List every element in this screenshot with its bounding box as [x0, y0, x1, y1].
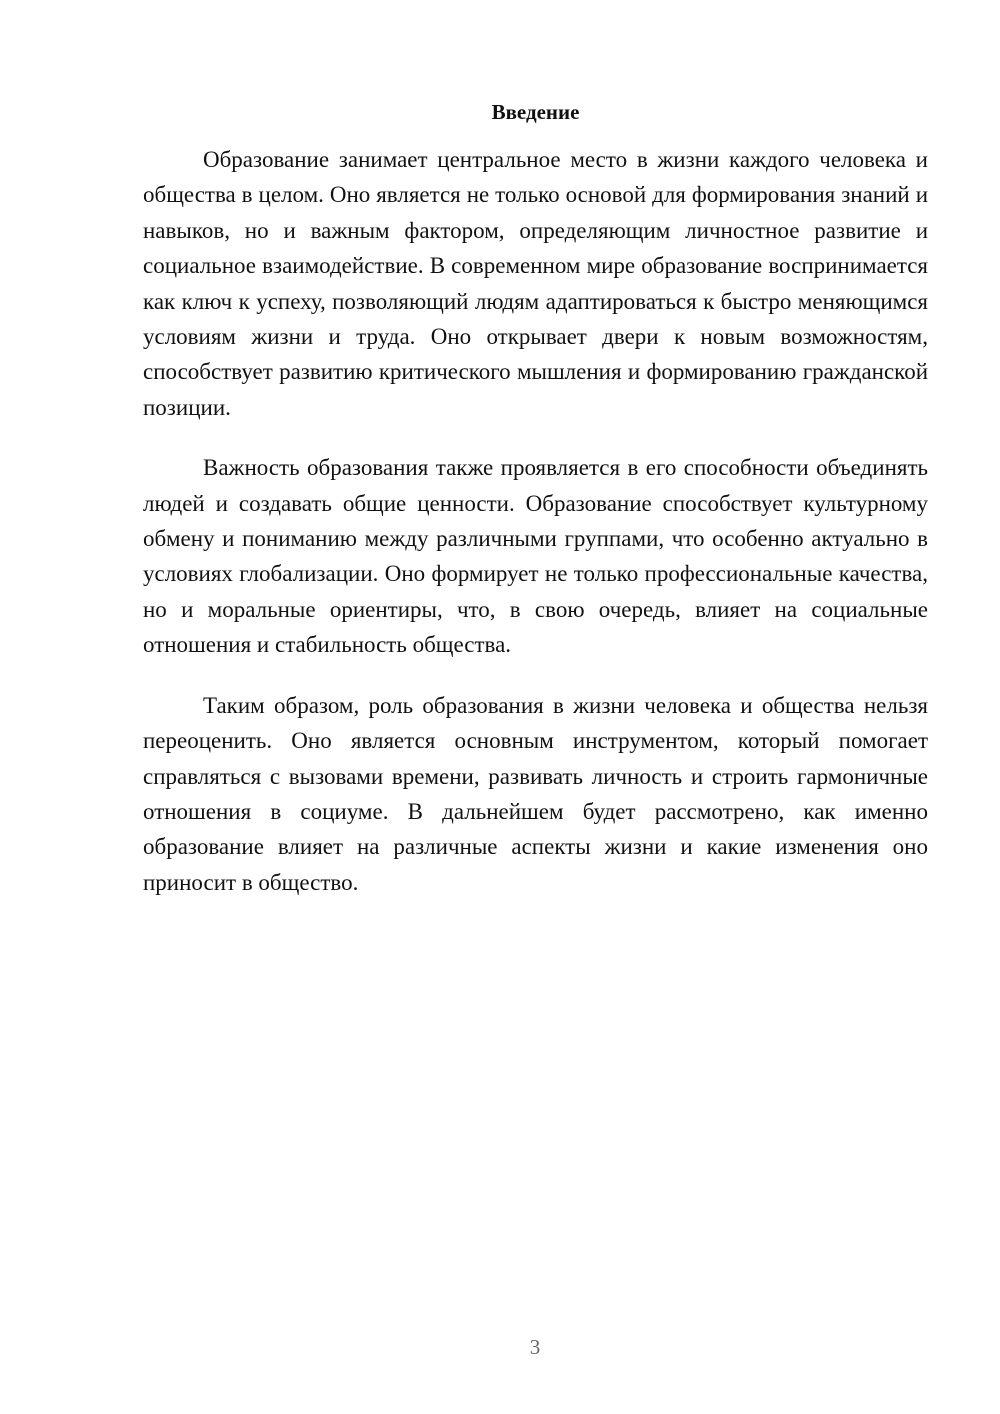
page-number: 3: [529, 1335, 541, 1359]
section-heading: Введение: [491, 100, 580, 124]
paragraph-2: Важность образования также проявляется в его способности объединять людей и создавать общие ценности. Образование способствует культурному обмену и пониманию между различными группами, что особенно актуально в условиях глобализации. Оно формирует не только профессиональные качества, но и моральные ориентиры, что, в свою очередь, влияет на социальные отношения и стабильность общества.: [143, 455, 928, 658]
paragraph-1: Образование занимает центральное место в жизни каждого человека и общества в целом. Оно является не только основой для формирования знаний и навыков, но и важным фактором, определяющим личностное развитие и социальное взаимодействие. В современном мире образование воспринимается как ключ к успеху, позволяющий людям адаптироваться к быстро меняющимся условиям жизни и труда. Оно открывает двери к новым возможностям, способствует развитию критического мышления и формированию гражданской позиции.: [143, 147, 928, 420]
document-body: [143, 142, 928, 925]
paragraph-3: Таким образом, роль образования в жизни человека и общества нельзя переоценить. Оно является основным инструментом, который помогает справляться с вызовами времени, развивать личность и строить гармоничные отношения в социуме. В дальнейшем будет рассмотрено, как именно образование влияет на различные аспекты жизни и какие изменения оно приносит в общество.: [143, 692, 928, 895]
